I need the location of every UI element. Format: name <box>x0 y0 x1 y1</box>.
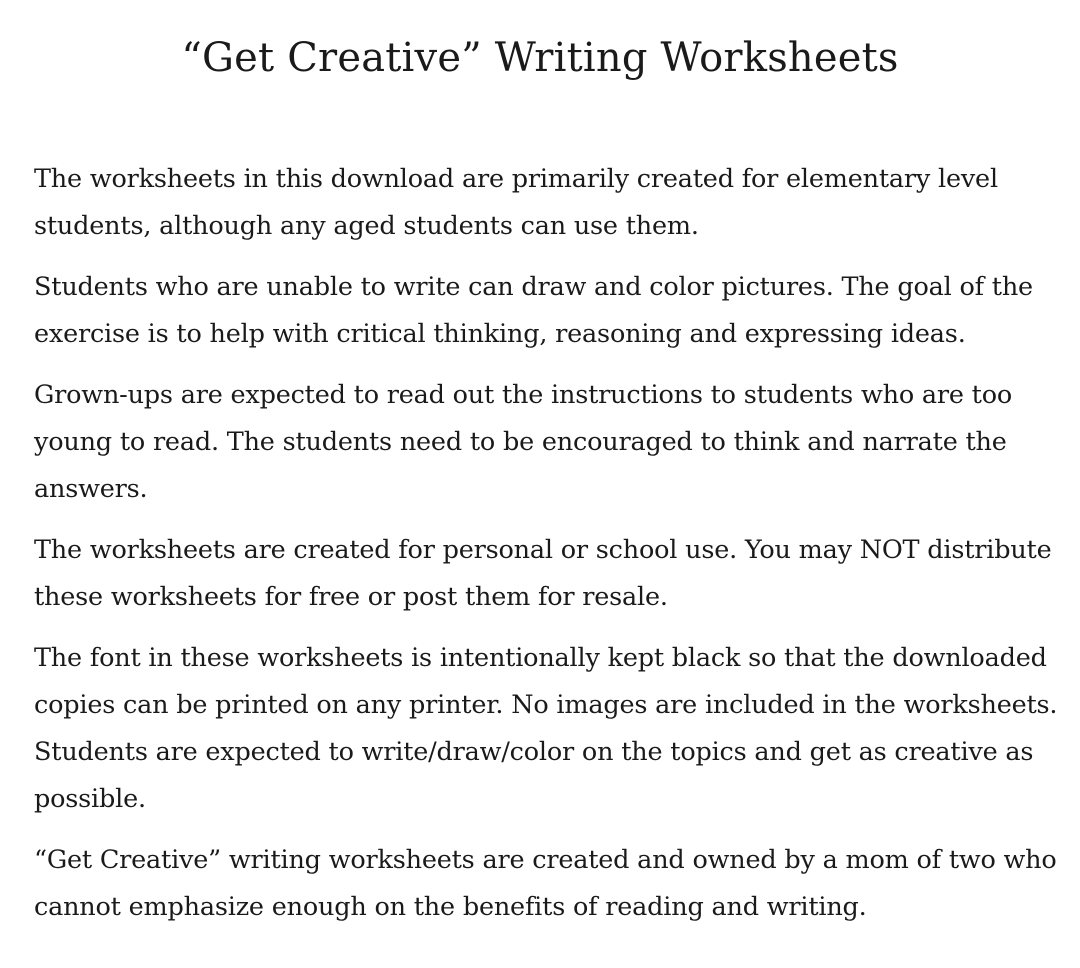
text-line: The worksheets are created for personal or school use. You may NOT distribute <box>34 535 1052 565</box>
paragraph-owner <box>34 837 1058 931</box>
text-line: young to read. The students need to be encouraged to think and narrate the <box>34 427 1007 457</box>
text-line: students, although any aged students can use them. <box>34 211 699 241</box>
text-line: The font in these worksheets is intentionally kept black so that the downloaded <box>34 643 1047 673</box>
page-title: “Get Creative” Writing Worksheets <box>181 35 899 81</box>
paragraph-printing <box>34 635 1058 823</box>
text-line: possible. <box>34 784 146 814</box>
body-text <box>34 156 1058 945</box>
paragraph-intro <box>34 156 1058 250</box>
text-line: Students who are unable to write can draw and color pictures. The goal of the <box>34 272 1033 302</box>
text-line: “Get Creative” writing worksheets are created and owned by a mom of two who <box>34 845 1057 875</box>
text-line: The worksheets in this download are primarily created for elementary level <box>34 164 998 194</box>
text-line: Grown-ups are expected to read out the instructions to students who are too <box>34 380 1013 410</box>
text-line: these worksheets for free or post them for resale. <box>34 582 668 612</box>
text-line: Students are expected to write/draw/color on the topics and get as creative as <box>34 737 1034 767</box>
text-line: answers. <box>34 474 148 504</box>
paragraph-grownups <box>34 372 1058 513</box>
text-line: cannot emphasize enough on the benefits of reading and writing. <box>34 892 867 922</box>
text-line: copies can be printed on any printer. No images are included in the worksheets. <box>34 690 1058 720</box>
text-line: exercise is to help with critical thinking, reasoning and expressing ideas. <box>34 319 966 349</box>
paragraph-drawing <box>34 264 1058 358</box>
paragraph-usage <box>34 527 1058 621</box>
